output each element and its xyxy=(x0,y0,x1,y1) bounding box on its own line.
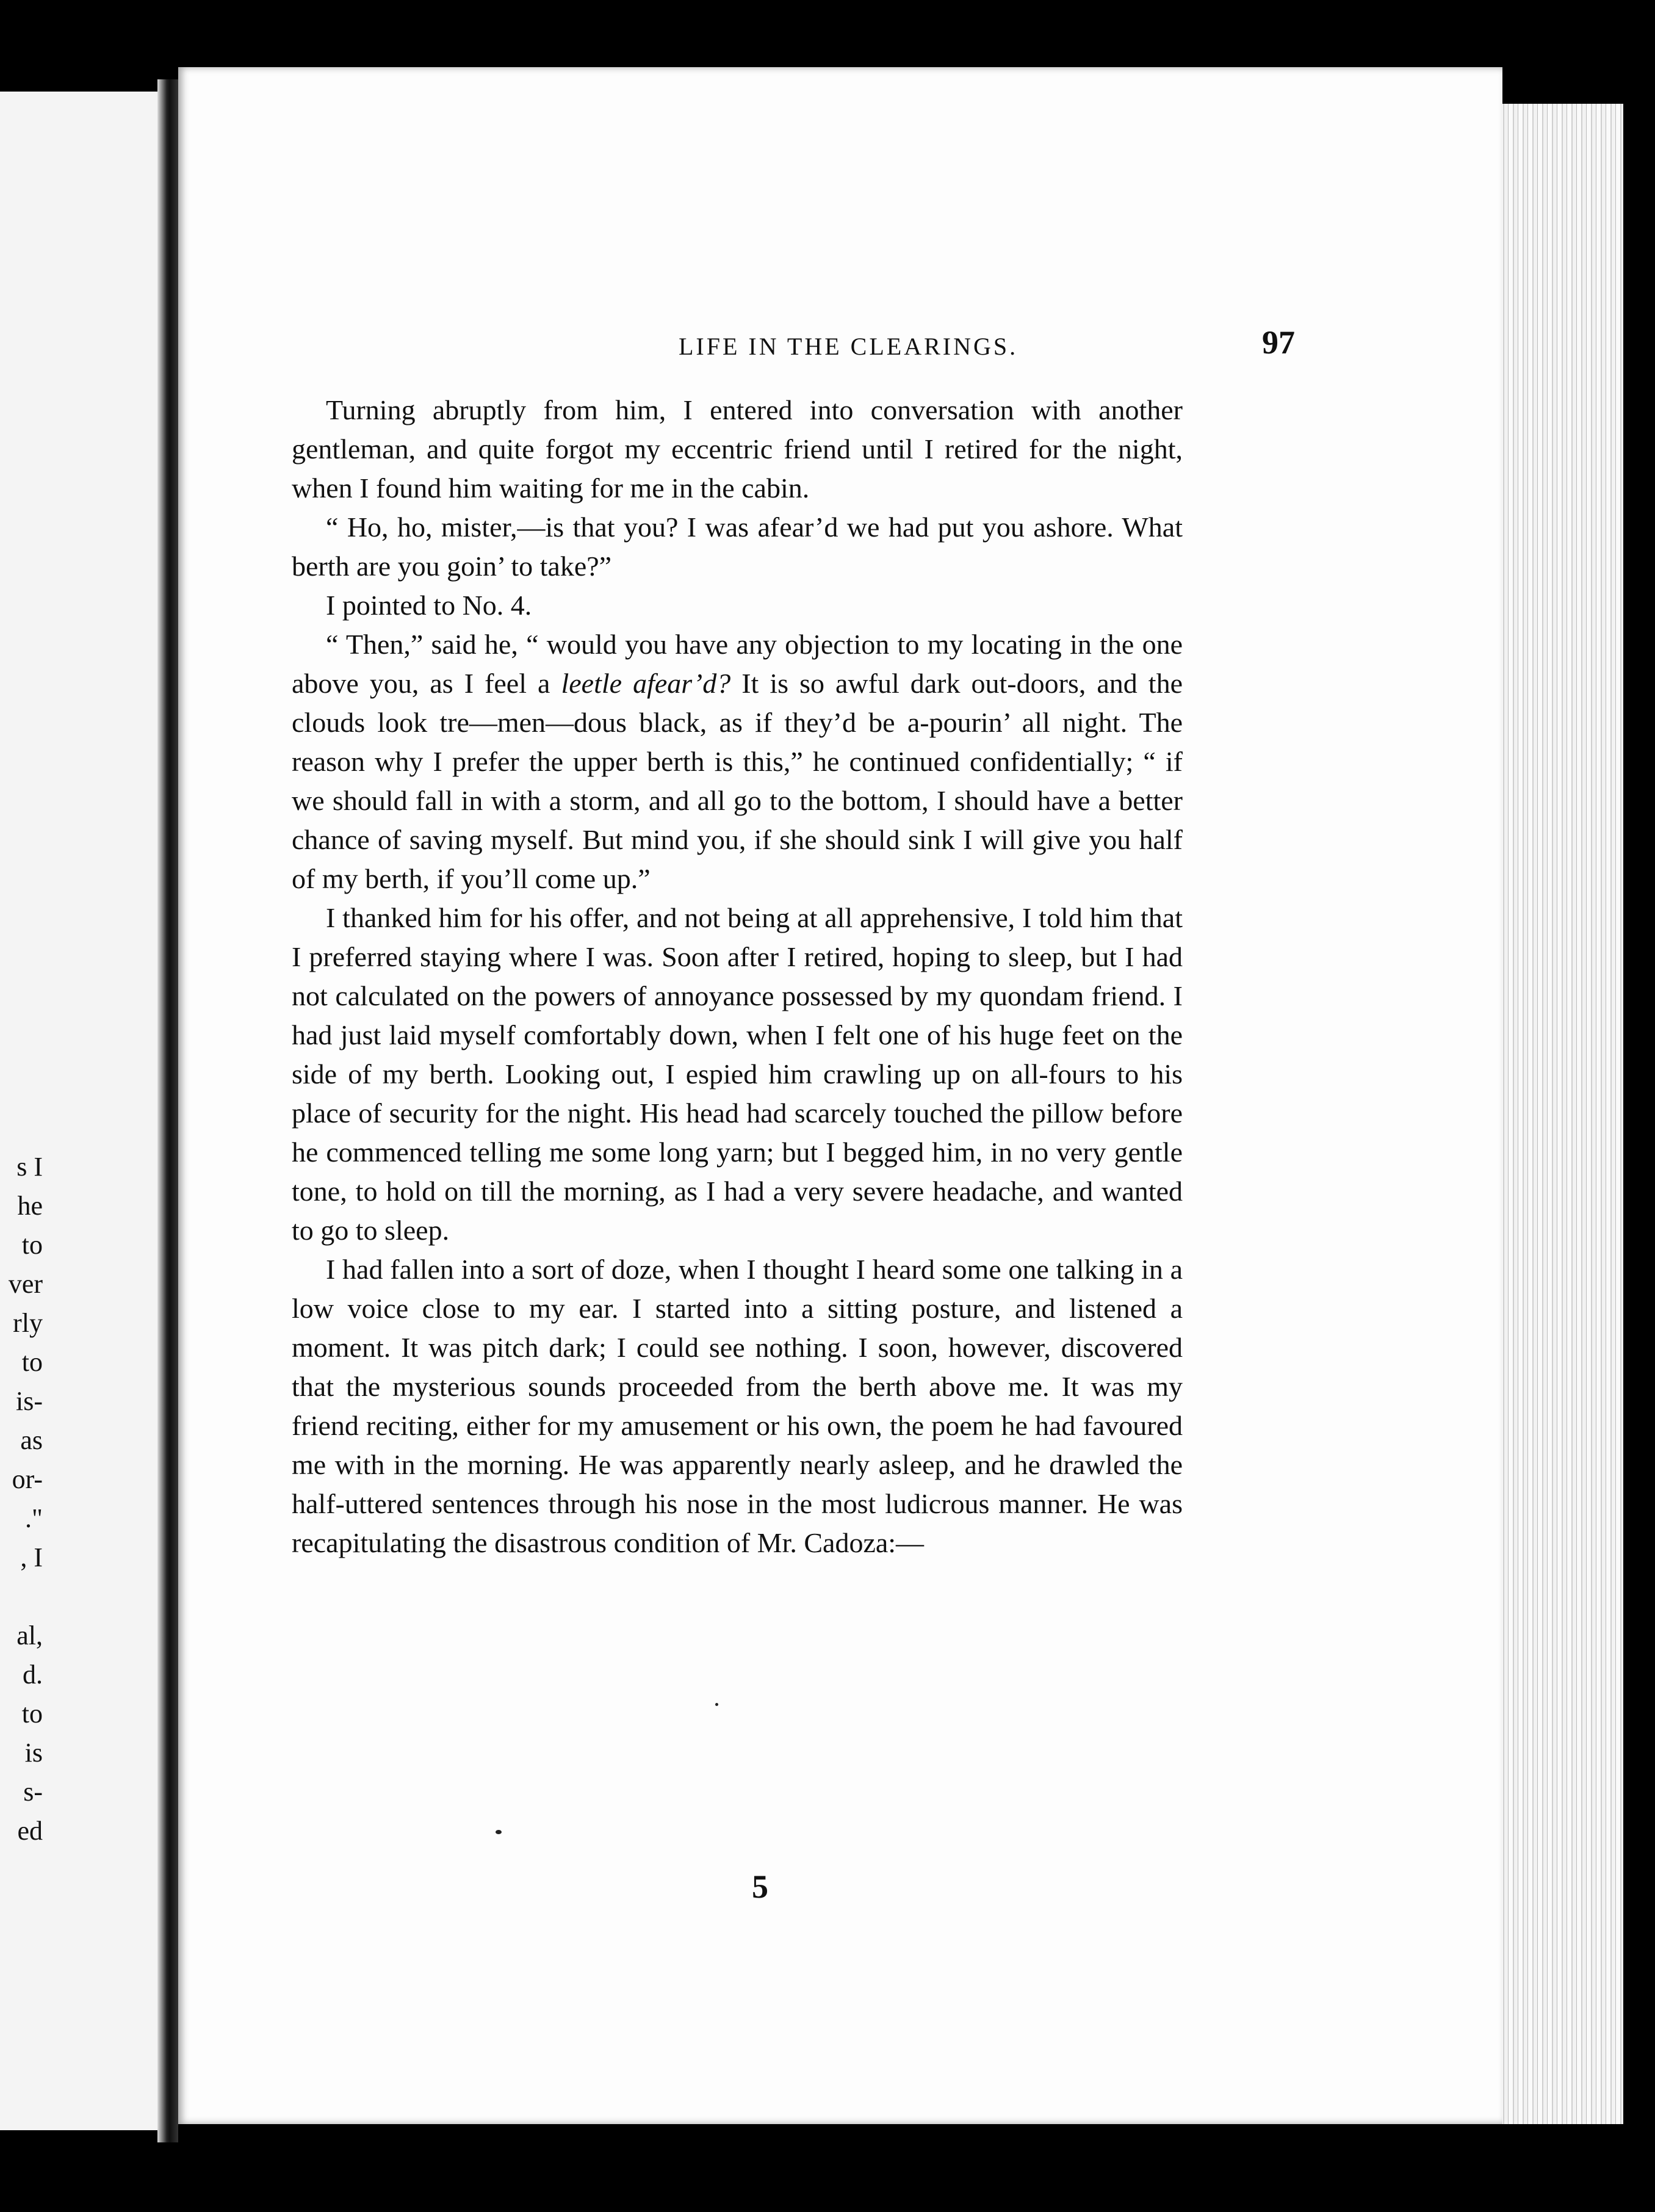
facing-line: as xyxy=(20,1425,43,1455)
facing-line: he xyxy=(17,1191,43,1221)
paragraph-text: It is so awful dark out-doors, and the clouds look tre—men—dous black, as if they’d be a-pourin’ all night. The reason why I prefer the upper berth is this,” he continued confidentially; “ if we should fall in with a storm, and all go to the bottom, I should have a better chance of saving myself. But mind you, if she should sink I will give you half of my berth, if you’ll come up.” xyxy=(292,668,1183,894)
facing-line: ed xyxy=(17,1816,43,1846)
facing-line: rly xyxy=(13,1308,43,1338)
body-text xyxy=(292,391,1183,1563)
facing-line: to xyxy=(21,1230,43,1260)
facing-line: , I xyxy=(20,1542,43,1572)
paragraph: I had fallen into a sort of doze, when I thought I heard some one talking in a low voice close to my ear. I started into a sitting posture, and listened a moment. It was pitch dark; I could see nothing. I soon, however, discovered that the mysterious sounds proceeded from the berth above me. It was my friend reciting, either for my amusement or his own, the poem he had favoured me with in the morning. He was apparently nearly asleep, and he drawled the half-uttered sentences through his nose in the most ludicrous manner. He was recapitulating the disastrous condition of Mr. Cadoza:— xyxy=(292,1254,1183,1558)
running-head xyxy=(300,323,1295,372)
paragraph xyxy=(292,625,1183,898)
paragraph: I thanked him for his offer, and not being at all apprehensive, I told him that I preferred staying where I was. Soon after I retired, hoping to sleep, but I had not calculated on the powers of annoyance possessed by my quondam friend. I had just laid myself comfortably down, when I felt one of his huge feet on the side of my berth. Looking out, I espied him crawling up on all-fours to his place of security for the night. His head had scarcely touched the pillow before he commenced telling me some long yarn; but I begged him, in no very gentle tone, to hold on till the morning, as I had a very severe headache, and wanted to go to sleep. xyxy=(292,902,1183,1246)
facing-line: s I xyxy=(16,1152,43,1182)
paragraph: I pointed to No. 4. xyxy=(326,590,532,621)
book-gutter xyxy=(157,79,178,2142)
ink-speck xyxy=(496,1830,502,1834)
facing-line: ver xyxy=(8,1269,43,1299)
facing-line: ." xyxy=(25,1503,43,1533)
facing-line: al, xyxy=(16,1621,43,1650)
paragraph-text: “ Then,” said he, “ would you have any objection to my locating in the one above you, as I feel a xyxy=(292,629,1183,699)
facing-line: is- xyxy=(16,1386,43,1416)
page-number: 97 xyxy=(1262,324,1295,361)
facing-line: s- xyxy=(23,1777,43,1807)
facing-line: or- xyxy=(12,1464,43,1494)
page-edges xyxy=(1489,104,1623,2124)
facing-line: to xyxy=(21,1347,43,1377)
italic-phrase: leetle afear’d? xyxy=(561,668,731,699)
facing-line: to xyxy=(21,1699,43,1729)
signature-mark: 5 xyxy=(752,1868,768,1905)
paragraph: “ Ho, ho, mister,—is that you? I was afear’d we had put you ashore. What berth are you goin’ to take?” xyxy=(292,511,1183,582)
facing-page-text xyxy=(0,1148,43,1851)
facing-line: is xyxy=(24,1738,43,1768)
book-page xyxy=(178,67,1502,2124)
running-title: LIFE IN THE CLEARINGS. xyxy=(679,333,1019,360)
facing-line xyxy=(0,1577,43,1616)
ink-speck xyxy=(715,1703,718,1706)
facing-line: d. xyxy=(23,1660,43,1690)
paragraph: Turning abruptly from him, I entered into conversation with another gentleman, and quite forgot my eccentric friend until I retired for the night, when I found him waiting for me in the cabin. xyxy=(292,394,1183,504)
